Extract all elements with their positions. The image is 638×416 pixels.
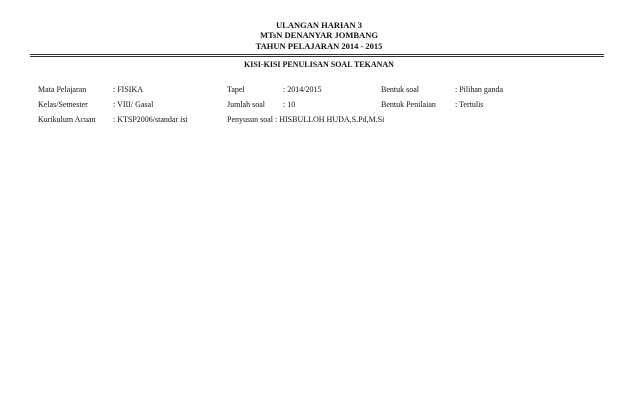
- question-count-label: Jumlah soal: [227, 100, 265, 109]
- school-year-label: Tapel: [227, 85, 245, 94]
- assessment-type-label: Bentuk Penilaian: [381, 100, 436, 109]
- author-line: Penyusun soal : HISBULLOH HUDA,S.Pd,M.Si: [227, 115, 385, 124]
- question-count-value: : 10: [283, 100, 296, 109]
- assessment-type-value: : Tertulis: [455, 100, 484, 109]
- question-type-value: : Pilihan ganda: [455, 85, 503, 94]
- document-title: ULANGAN HARIAN 3: [276, 20, 362, 30]
- subject-label: Mata Pelajaran: [38, 85, 87, 94]
- question-type-label: Bentuk soal: [381, 85, 419, 94]
- class-semester-label: Kelas/Semester: [38, 100, 88, 109]
- document-subtitle: KISI-KISI PENULISAN SOAL TEKANAN: [244, 60, 394, 69]
- header-divider-bottom: [30, 56, 604, 57]
- curriculum-label: Kurikulum Acuan: [38, 115, 96, 124]
- class-semester-value: : VIII/ Gasal: [113, 100, 154, 109]
- subject-value: : FISIKA: [113, 85, 144, 94]
- header-divider-top: [30, 54, 604, 55]
- academic-year: TAHUN PELAJARAN 2014 - 2015: [255, 41, 383, 51]
- school-year-value: : 2014/2015: [283, 85, 322, 94]
- curriculum-value: : KTSP2006/standar isi: [113, 115, 188, 124]
- school-name: MTsN DENANYAR JOMBANG: [260, 30, 378, 40]
- info-block: [38, 86, 598, 134]
